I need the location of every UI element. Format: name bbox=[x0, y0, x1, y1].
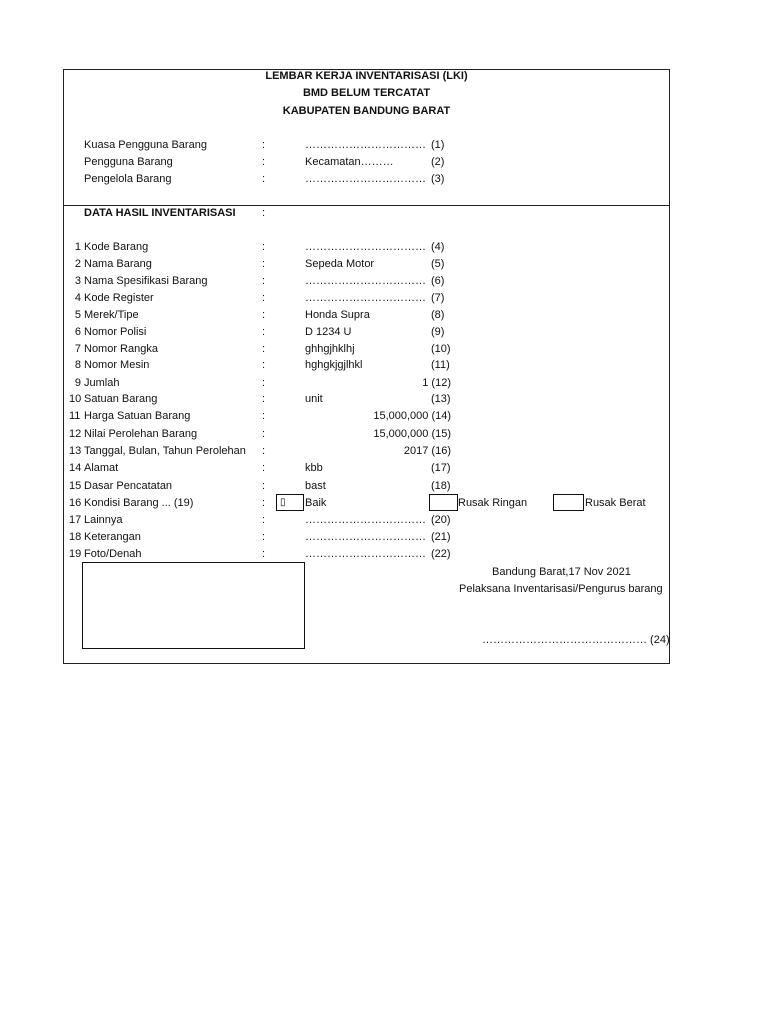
row-number: 19 bbox=[69, 548, 82, 560]
row-number: 6 bbox=[74, 326, 81, 338]
row-value: unit bbox=[305, 393, 323, 405]
row-value: Honda Supra bbox=[305, 309, 370, 321]
row-label: Tanggal, Bulan, Tahun Perolehan bbox=[84, 445, 246, 457]
row-number: 1 bbox=[74, 241, 81, 253]
row-value: ghhgjhklhj bbox=[305, 343, 355, 355]
header-value-kuasa: …………………………… bbox=[305, 139, 426, 151]
row-value: D 1234 U bbox=[305, 326, 352, 338]
row-number: 3 bbox=[74, 275, 81, 287]
row-number: 18 bbox=[69, 531, 82, 543]
colon: : bbox=[262, 548, 266, 560]
section-title: DATA HASIL INVENTARISASI bbox=[84, 207, 236, 219]
row-value: 15,000,000 (14) bbox=[373, 410, 451, 422]
row-number: 5 bbox=[74, 309, 81, 321]
row-label: Kode Barang bbox=[84, 241, 149, 253]
row-label: Dasar Pencatatan bbox=[84, 480, 173, 492]
row-ref: (10) bbox=[431, 343, 451, 355]
header-label-pengguna: Pengguna Barang bbox=[84, 156, 173, 168]
colon: : bbox=[262, 462, 266, 474]
signature-place-date: Bandung Barat,17 Nov 2021 bbox=[492, 566, 631, 578]
header-label-kuasa: Kuasa Pengguna Barang bbox=[84, 139, 207, 151]
row-label: Nilai Perolehan Barang bbox=[84, 428, 198, 440]
colon: : bbox=[262, 156, 266, 168]
row-ref: (5) bbox=[431, 258, 445, 270]
colon: : bbox=[262, 410, 266, 422]
colon: : bbox=[262, 359, 266, 371]
row-label: Kode Register bbox=[84, 292, 154, 304]
colon: : bbox=[262, 292, 266, 304]
row-label: Keterangan bbox=[84, 531, 141, 543]
row-number: 9 bbox=[74, 377, 81, 389]
colon: : bbox=[262, 445, 266, 457]
condition-baik-label: Baik bbox=[305, 497, 327, 509]
row-number: 4 bbox=[74, 292, 81, 304]
checkbox-mark: ▯ bbox=[280, 497, 286, 508]
checkbox-rusak-ringan[interactable] bbox=[429, 494, 458, 511]
row-ref: (17) bbox=[431, 462, 451, 474]
row-value: bast bbox=[305, 480, 326, 492]
checkbox-baik[interactable] bbox=[276, 494, 304, 511]
row-number: 13 bbox=[69, 445, 82, 457]
colon: : bbox=[262, 377, 266, 389]
header-ref-pengelola: (3) bbox=[431, 173, 445, 185]
row-value: 2017 (16) bbox=[403, 445, 451, 457]
header-label-pengelola: Pengelola Barang bbox=[84, 173, 172, 185]
row-value: …………………………… bbox=[305, 241, 426, 253]
row-value: Sepeda Motor bbox=[305, 258, 375, 270]
row-value: …………………………… bbox=[305, 514, 426, 526]
row-ref: (20) bbox=[431, 514, 451, 526]
row-number: 11 bbox=[69, 410, 81, 422]
row-ref: (9) bbox=[431, 326, 445, 338]
colon: : bbox=[262, 428, 266, 440]
condition-rusak-berat-label: Rusak Berat bbox=[585, 497, 646, 509]
row-ref: (8) bbox=[431, 309, 445, 321]
row-value: 1 (12) bbox=[422, 377, 451, 389]
form-title-line2: BMD BELUM TERCATAT bbox=[302, 87, 431, 99]
row-label: Kondisi Barang ... (19) bbox=[84, 497, 194, 509]
row-number: 2 bbox=[74, 258, 81, 270]
colon: : bbox=[262, 241, 266, 253]
row-number: 15 bbox=[69, 480, 82, 492]
condition-rusak-ringan-label: Rusak Ringan bbox=[458, 497, 528, 509]
row-label: Satuan Barang bbox=[84, 393, 158, 405]
colon: : bbox=[262, 514, 266, 526]
row-label: Alamat bbox=[84, 462, 119, 474]
header-ref-kuasa: (1) bbox=[431, 139, 445, 151]
row-ref: (4) bbox=[431, 241, 445, 253]
row-label: Harga Satuan Barang bbox=[84, 410, 191, 422]
row-label: Merek/Tipe bbox=[84, 309, 139, 321]
photo-placeholder-box bbox=[82, 562, 305, 649]
checkbox-rusak-berat[interactable] bbox=[553, 494, 584, 511]
row-number: 10 bbox=[69, 393, 82, 405]
row-ref: (11) bbox=[431, 359, 450, 371]
row-number: 8 bbox=[74, 359, 81, 371]
row-label: Lainnya bbox=[84, 514, 123, 526]
row-number: 12 bbox=[69, 428, 82, 440]
row-number: 7 bbox=[74, 343, 81, 355]
row-ref: (18) bbox=[431, 480, 451, 492]
row-label: Nama Spesifikasi Barang bbox=[84, 275, 208, 287]
colon: : bbox=[262, 343, 266, 355]
signature-role: Pelaksana Inventarisasi/Pengurus barang bbox=[459, 583, 663, 595]
row-ref: (22) bbox=[431, 548, 451, 560]
row-value: …………………………… bbox=[305, 531, 426, 543]
row-ref: (21) bbox=[431, 531, 451, 543]
row-value: …………………………… bbox=[305, 275, 426, 287]
row-value: 15,000,000 (15) bbox=[373, 428, 451, 440]
colon: : bbox=[262, 207, 266, 219]
row-number: 14 bbox=[69, 462, 82, 474]
colon: : bbox=[262, 173, 266, 185]
row-label: Foto/Denah bbox=[84, 548, 142, 560]
form-title-line3: KABUPATEN BANDUNG BARAT bbox=[282, 105, 451, 117]
row-label: Nomor Polisi bbox=[84, 326, 147, 338]
colon: : bbox=[262, 326, 266, 338]
colon: : bbox=[262, 531, 266, 543]
row-value: hghgkjgjlhkl bbox=[305, 359, 363, 371]
row-value: …………………………… bbox=[305, 548, 426, 560]
row-ref: (6) bbox=[431, 275, 445, 287]
colon: : bbox=[262, 497, 266, 509]
row-ref: (7) bbox=[431, 292, 445, 304]
colon: : bbox=[262, 139, 266, 151]
row-label: Nomor Rangka bbox=[84, 343, 158, 355]
row-label: Nama Barang bbox=[84, 258, 152, 270]
colon: : bbox=[262, 258, 266, 270]
colon: : bbox=[262, 309, 266, 321]
colon: : bbox=[262, 275, 266, 287]
header-value-pengguna: Kecamatan……… bbox=[305, 156, 394, 168]
row-number: 16 bbox=[69, 497, 82, 509]
colon: : bbox=[262, 480, 266, 492]
row-label: Nomor Mesin bbox=[84, 359, 150, 371]
row-ref: (13) bbox=[431, 393, 451, 405]
header-ref-pengguna: (2) bbox=[431, 156, 445, 168]
row-value: kbb bbox=[305, 462, 323, 474]
row-value: …………………………… bbox=[305, 292, 426, 304]
colon: : bbox=[262, 393, 266, 405]
signature-name-line: ……………………………………… (24) bbox=[482, 634, 670, 646]
row-number: 17 bbox=[69, 514, 82, 526]
header-value-pengelola: …………………………… bbox=[305, 173, 426, 185]
row-label: Jumlah bbox=[84, 377, 120, 389]
form-title-line1: LEMBAR KERJA INVENTARISASI (LKI) bbox=[265, 70, 468, 82]
